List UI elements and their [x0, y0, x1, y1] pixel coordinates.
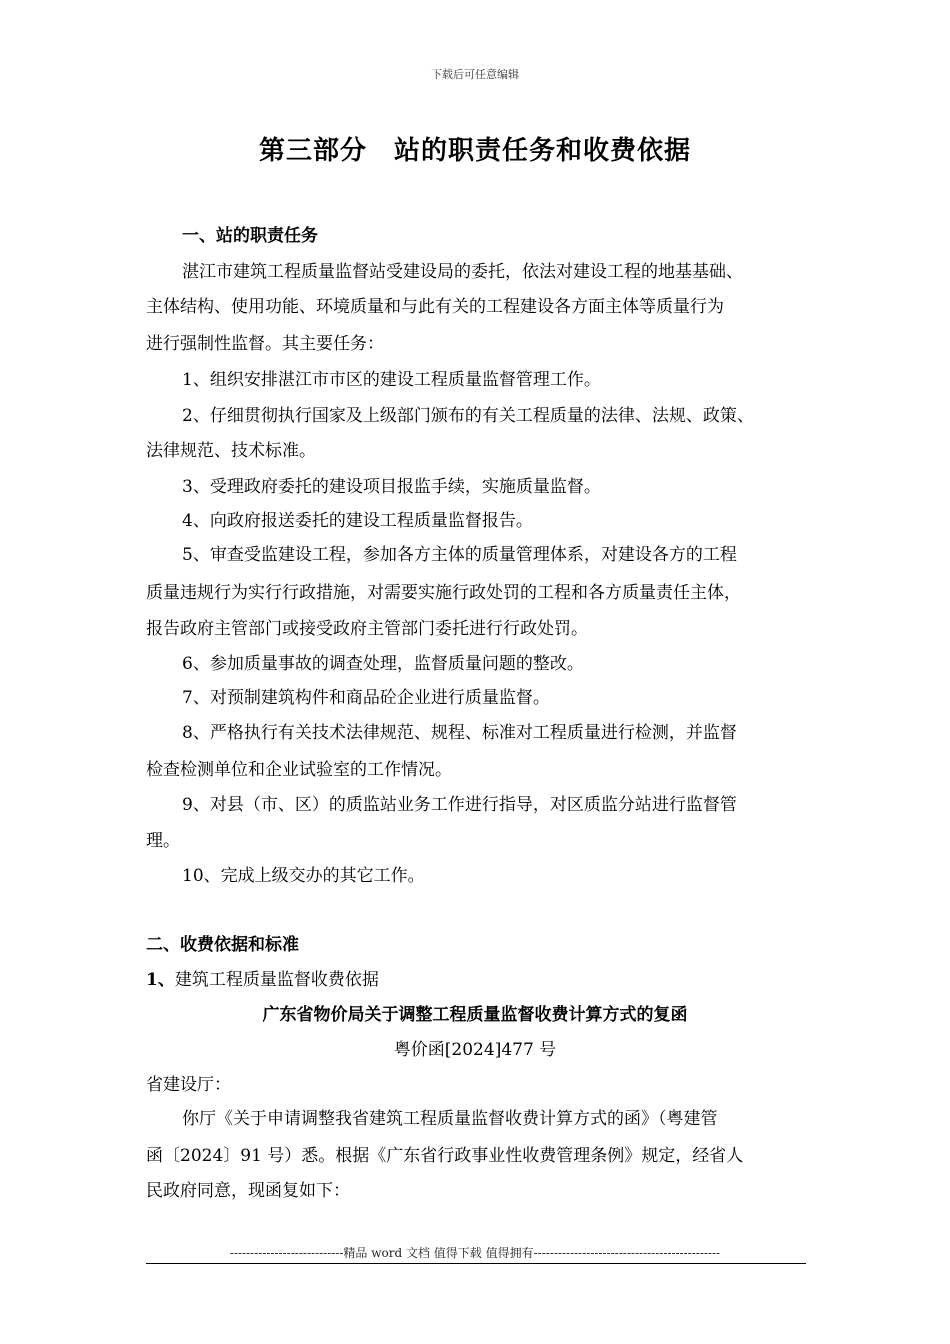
footer-text: ----------------------------精品 word 文档 值得下载 值得拥有---------------------------------------------- — [229, 1246, 721, 1260]
subheading-text: 建筑工程质量监督收费依据 — [174, 970, 379, 990]
duty-item-5: 5、审查受监建设工程，参加各方主体的质量管理体系，对建设各方的工程 — [182, 545, 737, 565]
section2-subheading — [146, 969, 379, 991]
duty-item-9-cont: 理。 — [146, 831, 180, 851]
intro-line: 主体结构、使用功能、环境质量和与此有关的工程建设各方面主体等质量行为 — [146, 297, 724, 317]
duty-item-4: 4、向政府报送委托的建设工程质量监督报告。 — [182, 511, 533, 531]
letter-body-line: 函〔2024〕91 号）悉。根据《广东省行政事业性收费管理条例》规定，经省人 — [146, 1146, 744, 1166]
letter-body-line: 民政府同意，现函复如下： — [146, 1181, 350, 1201]
page-title: 第三部分 站的职责任务和收费依据 — [258, 136, 691, 166]
duty-item-2-cont: 法律规范、技术标准。 — [146, 441, 316, 461]
duty-item-6: 6、参加质量事故的调查处理，监督质量问题的整改。 — [182, 654, 584, 674]
duty-item-1: 1、组织安排湛江市市区的建设工程质量监督管理工作。 — [182, 370, 601, 390]
subheading-number: 1、 — [146, 970, 175, 990]
duty-item-7: 7、对预制建筑构件和商品砼企业进行质量监督。 — [182, 688, 550, 708]
duty-item-3: 3、受理政府委托的建设项目报监手续，实施质量监督。 — [182, 477, 601, 497]
duty-item-5-cont: 质量违规行为实行行政措施，对需要实施行政处罚的工程和各方质量责任主体， — [146, 583, 741, 603]
intro-line: 进行强制性监督。其主要任务： — [146, 334, 384, 354]
section1-heading: 一、站的职责任务 — [182, 226, 318, 246]
letter-title: 广东省物价局关于调整工程质量监督收费计算方式的复函 — [262, 1005, 688, 1025]
duty-item-8: 8、严格执行有关技术法律规范、规程、标准对工程质量进行检测，并监督 — [182, 723, 737, 743]
section2-heading: 二、收费依据和标准 — [146, 935, 299, 955]
letter-salutation: 省建设厅： — [146, 1075, 231, 1095]
header-note: 下载后可任意编辑 — [431, 68, 519, 81]
letter-body-line: 你厅《关于申请调整我省建筑工程质量监督收费计算方式的函》（粤建管 — [182, 1109, 718, 1129]
duty-item-2: 2、仔细贯彻执行国家及上级部门颁布的有关工程质量的法律、法规、政策、 — [182, 406, 754, 426]
duty-item-8-cont: 检查检测单位和企业试验室的工作情况。 — [146, 760, 452, 780]
letter-number: 粤价函[2024]477 号 — [393, 1040, 557, 1060]
duty-item-5-cont: 报告政府主管部门或接受政府主管部门委托进行行政处罚。 — [146, 619, 588, 639]
footer-divider — [146, 1263, 806, 1264]
duty-item-9: 9、对县（市、区）的质监站业务工作进行指导，对区质监分站进行监督管 — [182, 795, 737, 815]
duty-item-10: 10、完成上级交办的其它工作。 — [182, 866, 425, 886]
intro-line: 湛江市建筑工程质量监督站受建设局的委托，依法对建设工程的地基基础、 — [182, 262, 743, 282]
